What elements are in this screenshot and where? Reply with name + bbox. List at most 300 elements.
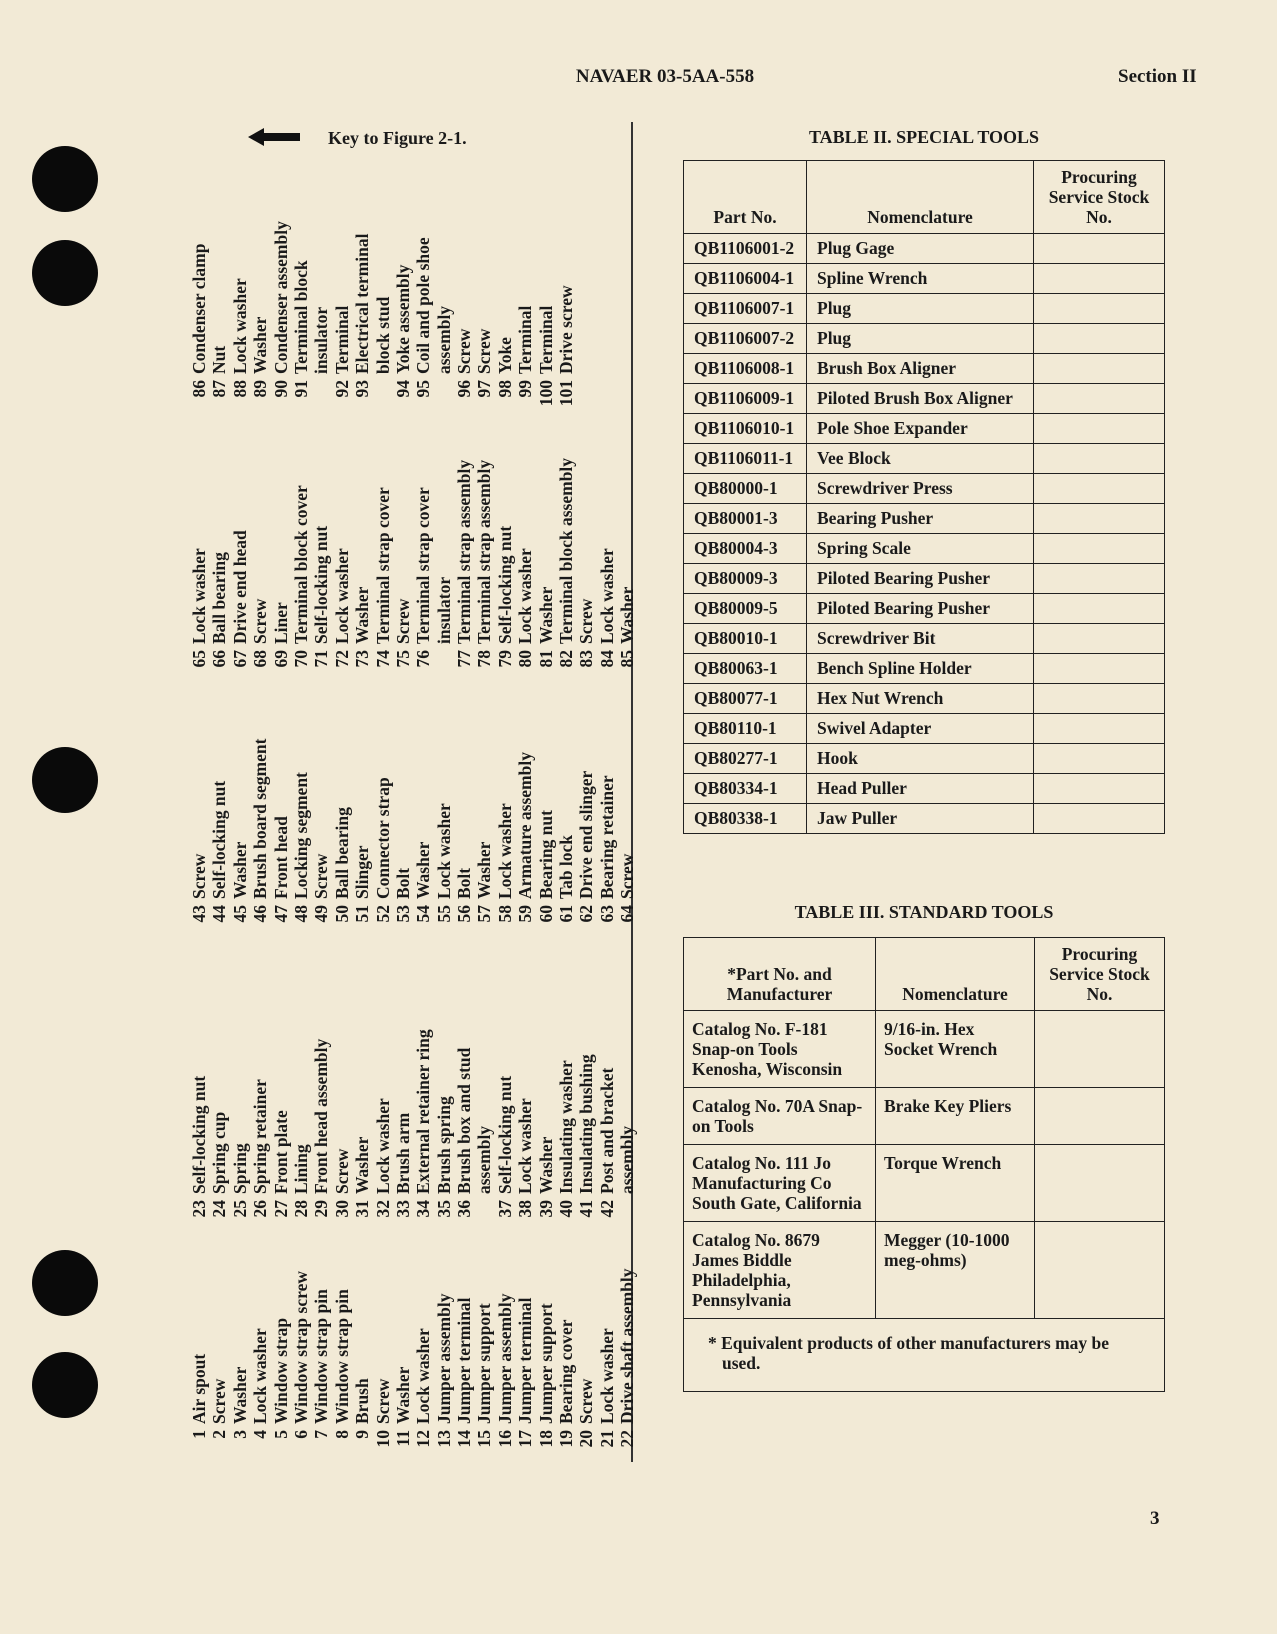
key-item-name: Lock washer bbox=[372, 1098, 393, 1194]
key-item-number: 41 bbox=[576, 1200, 597, 1218]
key-item-name: Brush bbox=[352, 1378, 373, 1424]
key-item-name: Drive end slinger bbox=[576, 770, 597, 899]
stock-number-cell bbox=[1034, 774, 1165, 804]
key-item bbox=[434, 739, 454, 935]
stock-number-cell bbox=[1034, 384, 1165, 414]
key-item-number: 75 bbox=[392, 650, 413, 668]
key-item-number: 53 bbox=[392, 905, 413, 923]
stock-number-cell bbox=[1034, 594, 1165, 624]
key-item bbox=[434, 1268, 454, 1460]
key-item bbox=[556, 221, 576, 410]
key-item-name: Tab lock bbox=[556, 834, 577, 899]
key-item bbox=[250, 1268, 270, 1460]
key-item-number: 23 bbox=[189, 1200, 209, 1218]
binder-hole bbox=[32, 146, 98, 212]
key-item bbox=[250, 739, 270, 935]
part-manufacturer-cell: Catalog No. 70A Snap-on Tools bbox=[684, 1088, 876, 1145]
nomenclature-cell: Plug bbox=[807, 324, 1034, 354]
part-number-cell: QB80077-1 bbox=[684, 684, 807, 714]
key-item-name: Brush box and stud bbox=[454, 1047, 475, 1194]
key-item bbox=[413, 739, 433, 935]
key-item bbox=[434, 221, 454, 410]
key-item-name: Post and bracket bbox=[596, 1067, 617, 1194]
key-item-name: Jumper terminal bbox=[454, 1297, 475, 1424]
key-item bbox=[373, 1268, 393, 1460]
key-item-name: Lock washer bbox=[413, 1328, 434, 1424]
nomenclature-cell: Torque Wrench bbox=[876, 1145, 1035, 1222]
key-item bbox=[576, 458, 596, 680]
key-item-name: Bolt bbox=[392, 867, 413, 899]
key-item-number: 85 bbox=[617, 650, 638, 668]
part-number-cell: QB80010-1 bbox=[684, 624, 807, 654]
key-item-number: 69 bbox=[270, 650, 291, 668]
key-item-number: 21 bbox=[596, 1430, 617, 1448]
nomenclature-cell: Brush Box Aligner bbox=[807, 354, 1034, 384]
key-item bbox=[209, 739, 229, 935]
stock-number-cell bbox=[1034, 414, 1165, 444]
document-number: NAVAER 03-5AA-558 bbox=[575, 66, 755, 87]
key-item-name: Insulating bushing bbox=[576, 1054, 597, 1194]
key-item bbox=[271, 1029, 291, 1230]
key-item-name: Yoke assembly bbox=[392, 264, 413, 374]
table-row bbox=[684, 444, 1165, 474]
part-number-cell: QB80110-1 bbox=[684, 714, 807, 744]
key-item-name: Terminal strap assembly bbox=[474, 459, 495, 644]
key-item-name: Armature assembly bbox=[515, 752, 536, 899]
key-item bbox=[311, 1268, 331, 1460]
key-item bbox=[250, 458, 270, 680]
key-item bbox=[576, 1268, 596, 1460]
part-number-cell: QB1106009-1 bbox=[684, 384, 807, 414]
key-item bbox=[209, 1268, 229, 1460]
key-item bbox=[495, 1029, 515, 1230]
table2-title: TABLE II. SPECIAL TOOLS bbox=[808, 127, 1040, 147]
key-column bbox=[189, 739, 638, 935]
key-item-name: Window strap pin bbox=[311, 1289, 332, 1424]
key-item bbox=[454, 739, 474, 935]
key-item bbox=[393, 739, 413, 935]
key-item-number: 86 bbox=[189, 380, 209, 398]
key-item-name: insulator bbox=[311, 306, 332, 374]
key-item-number: 28 bbox=[290, 1200, 311, 1218]
stock-number-cell bbox=[1034, 504, 1165, 534]
key-item bbox=[515, 1029, 535, 1230]
part-number-cell: QB1106011-1 bbox=[684, 444, 807, 474]
key-item-name: Screw bbox=[474, 328, 495, 374]
key-item bbox=[515, 1268, 535, 1460]
key-item-name: Air spout bbox=[189, 1353, 209, 1424]
key-item-number: 101 bbox=[556, 380, 577, 407]
key-item bbox=[617, 1029, 637, 1230]
key-item-number: 15 bbox=[474, 1430, 495, 1448]
key-item-name: Screw bbox=[576, 598, 597, 644]
key-item bbox=[576, 739, 596, 935]
section-label: Section II bbox=[1118, 66, 1197, 87]
key-item-name: Screw bbox=[576, 1378, 597, 1424]
key-item-name: Coil and pole shoe bbox=[413, 237, 434, 374]
key-item-number: 98 bbox=[494, 380, 515, 398]
key-item bbox=[515, 458, 535, 680]
part-number-cell: QB80338-1 bbox=[684, 804, 807, 834]
table-row bbox=[684, 714, 1165, 744]
key-item bbox=[250, 221, 270, 410]
key-item-name: Liner bbox=[270, 602, 291, 644]
key-item bbox=[373, 458, 393, 680]
nomenclature-cell: Vee Block bbox=[807, 444, 1034, 474]
nomenclature-cell: Hex Nut Wrench bbox=[807, 684, 1034, 714]
nomenclature-cell: Pole Shoe Expander bbox=[807, 414, 1034, 444]
key-item-name: Lock washer bbox=[515, 1098, 536, 1194]
stock-number-cell bbox=[1034, 654, 1165, 684]
key-item-number: 24 bbox=[209, 1200, 230, 1218]
key-item-number: 63 bbox=[596, 905, 617, 923]
key-item-number: 29 bbox=[311, 1200, 332, 1218]
key-item-number: 50 bbox=[331, 905, 352, 923]
key-item-number: 5 bbox=[270, 1430, 291, 1439]
key-item-name: Self-locking nut bbox=[311, 525, 332, 644]
key-item-name: Terminal bbox=[535, 305, 556, 374]
key-item bbox=[434, 458, 454, 680]
page-number: 3 bbox=[1150, 1508, 1160, 1529]
key-item-name: Lock washer bbox=[250, 1328, 271, 1424]
header-stock-no: Procuring Service Stock No. bbox=[1034, 161, 1165, 234]
key-item bbox=[597, 1029, 617, 1230]
key-item-name: Jumper assembly bbox=[433, 1293, 454, 1424]
key-item bbox=[617, 1268, 637, 1460]
key-item-number: 19 bbox=[556, 1430, 577, 1448]
key-item-name: Screw bbox=[454, 328, 475, 374]
stock-number-cell bbox=[1034, 534, 1165, 564]
key-item-name: Bearing nut bbox=[535, 810, 556, 899]
key-item bbox=[271, 221, 291, 410]
key-item-number: 2 bbox=[209, 1430, 230, 1439]
key-item-name: Screw bbox=[331, 1148, 352, 1194]
key-item-number: 67 bbox=[229, 650, 250, 668]
key-item-number: 40 bbox=[556, 1200, 577, 1218]
key-item-number: 99 bbox=[515, 380, 536, 398]
key-item bbox=[617, 458, 637, 680]
nomenclature-cell: Jaw Puller bbox=[807, 804, 1034, 834]
key-item-number: 52 bbox=[372, 905, 393, 923]
table-row bbox=[684, 594, 1165, 624]
key-item-number bbox=[434, 380, 454, 410]
key-item-number: 71 bbox=[311, 650, 332, 668]
key-item-name: Terminal strap cover bbox=[372, 487, 393, 644]
key-item-name: Brush board segment bbox=[250, 738, 271, 899]
key-item-number: 7 bbox=[311, 1430, 332, 1439]
part-number-cell: QB1106010-1 bbox=[684, 414, 807, 444]
key-item-number: 64 bbox=[617, 905, 638, 923]
key-item-name: Bolt bbox=[454, 867, 475, 899]
key-item-name: Washer bbox=[474, 841, 495, 899]
key-item bbox=[230, 1029, 250, 1230]
key-item-name: Lock washer bbox=[494, 803, 515, 899]
key-item-name: Lock washer bbox=[331, 548, 352, 644]
key-item-number: 80 bbox=[515, 650, 536, 668]
key-item-name: assembly bbox=[474, 1125, 495, 1194]
key-item-number: 6 bbox=[290, 1430, 311, 1439]
key-item-name: Ball bearing bbox=[209, 552, 230, 644]
key-item-name: Yoke bbox=[494, 337, 515, 374]
key-item-number: 38 bbox=[515, 1200, 536, 1218]
key-item bbox=[413, 458, 433, 680]
key-item-name: Insulating washer bbox=[556, 1060, 577, 1194]
key-item-number: 78 bbox=[474, 650, 495, 668]
key-item-number: 72 bbox=[331, 650, 352, 668]
key-item bbox=[474, 1029, 494, 1230]
key-item-number: 9 bbox=[352, 1430, 373, 1439]
stock-number-cell bbox=[1035, 1011, 1165, 1088]
key-item bbox=[271, 739, 291, 935]
key-item-name: Window strap screw bbox=[290, 1271, 311, 1424]
key-item bbox=[189, 739, 209, 935]
key-item bbox=[536, 458, 556, 680]
key-item bbox=[189, 1268, 209, 1460]
nomenclature-cell: Screwdriver Bit bbox=[807, 624, 1034, 654]
key-item-number: 44 bbox=[209, 905, 230, 923]
nomenclature-cell: Piloted Brush Box Aligner bbox=[807, 384, 1034, 414]
key-item bbox=[393, 1268, 413, 1460]
key-item-name: assembly bbox=[617, 1125, 638, 1194]
key-item-name: Screw bbox=[617, 853, 638, 899]
key-item bbox=[230, 739, 250, 935]
stock-number-cell bbox=[1034, 264, 1165, 294]
key-item-name: Lock washer bbox=[189, 548, 209, 644]
key-item-name: Screw bbox=[250, 598, 271, 644]
stock-number-cell bbox=[1034, 804, 1165, 834]
key-item bbox=[311, 221, 331, 410]
key-item-name: Self-locking nut bbox=[209, 780, 230, 899]
figure-key-list bbox=[165, 140, 638, 1460]
key-item-number: 88 bbox=[229, 380, 250, 398]
key-item-name: Washer bbox=[352, 1136, 373, 1194]
part-number-cell: QB80004-3 bbox=[684, 534, 807, 564]
key-item-number: 76 bbox=[413, 650, 434, 668]
standard-tools-table bbox=[683, 937, 1165, 1392]
key-item bbox=[495, 458, 515, 680]
stock-number-cell bbox=[1034, 474, 1165, 504]
key-item-name: Self-locking nut bbox=[189, 1075, 209, 1194]
key-item-number: 48 bbox=[290, 905, 311, 923]
key-item-name: Jumper support bbox=[535, 1303, 556, 1424]
key-item bbox=[474, 221, 494, 410]
key-item-name: Spring cup bbox=[209, 1111, 230, 1194]
key-item-name: Washer bbox=[229, 1366, 250, 1424]
key-item bbox=[617, 739, 637, 935]
key-item-number: 68 bbox=[250, 650, 271, 668]
key-item-number: 47 bbox=[270, 905, 291, 923]
stock-number-cell bbox=[1034, 234, 1165, 264]
key-item bbox=[515, 221, 535, 410]
stock-number-cell bbox=[1034, 744, 1165, 774]
nomenclature-cell: Head Puller bbox=[807, 774, 1034, 804]
key-item bbox=[311, 458, 331, 680]
key-item-number: 93 bbox=[352, 380, 373, 398]
table-row bbox=[684, 504, 1165, 534]
key-item-number: 26 bbox=[250, 1200, 271, 1218]
key-item bbox=[332, 1029, 352, 1230]
key-item-name: Jumper terminal bbox=[515, 1297, 536, 1424]
key-item-name: Screw bbox=[311, 853, 332, 899]
key-item-name: block stud bbox=[372, 296, 393, 374]
key-item bbox=[413, 1268, 433, 1460]
key-item-number: 97 bbox=[474, 380, 495, 398]
key-item-number bbox=[434, 650, 454, 680]
key-item-name: Electrical terminal bbox=[352, 233, 373, 374]
key-item bbox=[352, 739, 372, 935]
key-item-number: 18 bbox=[535, 1430, 556, 1448]
table-row bbox=[684, 654, 1165, 684]
table-row bbox=[684, 324, 1165, 354]
key-item bbox=[556, 1268, 576, 1460]
nomenclature-cell: Piloted Bearing Pusher bbox=[807, 594, 1034, 624]
table-row bbox=[684, 624, 1165, 654]
key-item-name: Ball bearing bbox=[331, 807, 352, 899]
key-item bbox=[393, 1029, 413, 1230]
key-item bbox=[556, 458, 576, 680]
table-row bbox=[684, 564, 1165, 594]
key-item bbox=[597, 1268, 617, 1460]
key-column bbox=[189, 458, 638, 680]
key-item-number: 58 bbox=[494, 905, 515, 923]
table-row bbox=[684, 264, 1165, 294]
key-item-number: 92 bbox=[331, 380, 352, 398]
key-column bbox=[189, 1029, 638, 1230]
key-item-number: 3 bbox=[229, 1430, 250, 1439]
key-item-number: 70 bbox=[290, 650, 311, 668]
stock-number-cell bbox=[1034, 294, 1165, 324]
key-item-name: Washer bbox=[392, 1366, 413, 1424]
key-item-name: External retainer ring bbox=[413, 1029, 434, 1194]
key-item-number: 34 bbox=[413, 1200, 434, 1218]
key-item-name: Lock washer bbox=[229, 278, 250, 374]
nomenclature-cell: Swivel Adapter bbox=[807, 714, 1034, 744]
nomenclature-cell: Plug Gage bbox=[807, 234, 1034, 264]
key-item-number: 36 bbox=[454, 1200, 475, 1218]
key-item-number: 65 bbox=[189, 650, 209, 668]
key-item bbox=[454, 1268, 474, 1460]
key-item-name: assembly bbox=[433, 305, 454, 374]
key-item bbox=[311, 1029, 331, 1230]
binder-hole bbox=[32, 240, 98, 306]
key-item-number bbox=[474, 1200, 494, 1230]
table-row bbox=[684, 234, 1165, 264]
key-item bbox=[230, 1268, 250, 1460]
table-row bbox=[684, 1088, 1165, 1145]
key-item-number: 17 bbox=[515, 1430, 536, 1448]
nomenclature-cell: Bench Spline Holder bbox=[807, 654, 1034, 684]
key-item-name: Washer bbox=[352, 586, 373, 644]
key-item-number: 95 bbox=[413, 380, 434, 398]
key-item-number bbox=[311, 380, 331, 410]
key-item-number: 66 bbox=[209, 650, 230, 668]
key-item-number: 77 bbox=[454, 650, 475, 668]
key-item-name: Condenser assembly bbox=[270, 221, 291, 374]
key-item-number: 25 bbox=[229, 1200, 250, 1218]
key-item-name: Jumper assembly bbox=[494, 1293, 515, 1424]
key-item-name: Washer bbox=[413, 841, 434, 899]
key-item-number: 49 bbox=[311, 905, 332, 923]
key-column bbox=[189, 221, 576, 410]
nomenclature-cell: Piloted Bearing Pusher bbox=[807, 564, 1034, 594]
key-item-name: Lock washer bbox=[596, 1328, 617, 1424]
key-item-name: Screw bbox=[372, 1378, 393, 1424]
part-number-cell: QB80334-1 bbox=[684, 774, 807, 804]
key-item bbox=[311, 739, 331, 935]
key-item-number: 11 bbox=[392, 1430, 413, 1447]
key-item-name: Terminal block assembly bbox=[556, 457, 577, 644]
key-item-name: Terminal block bbox=[290, 260, 311, 374]
key-item-name: Front plate bbox=[270, 1110, 291, 1194]
key-item-name: Jumper support bbox=[474, 1303, 495, 1424]
key-item-number: 16 bbox=[494, 1430, 515, 1448]
part-number-cell: QB1106001-2 bbox=[684, 234, 807, 264]
key-item-name: Lock washer bbox=[433, 803, 454, 899]
key-item-name: Washer bbox=[229, 841, 250, 899]
nomenclature-cell: Brake Key Pliers bbox=[876, 1088, 1035, 1145]
key-item-number: 37 bbox=[494, 1200, 515, 1218]
key-item-name: Locking segment bbox=[290, 772, 311, 899]
key-item bbox=[352, 1268, 372, 1460]
nomenclature-cell: Plug bbox=[807, 294, 1034, 324]
key-item-number: 33 bbox=[392, 1200, 413, 1218]
header-part-no-manufacturer: *Part No. and Manufacturer bbox=[684, 938, 876, 1011]
key-item-number bbox=[373, 380, 393, 410]
key-item-number: 20 bbox=[576, 1430, 597, 1448]
key-item bbox=[352, 458, 372, 680]
key-item-number: 22 bbox=[617, 1430, 638, 1448]
key-item bbox=[474, 739, 494, 935]
key-item-name: Brush arm bbox=[392, 1112, 413, 1194]
key-item-number: 94 bbox=[392, 380, 413, 398]
key-item-number: 81 bbox=[535, 650, 556, 668]
key-item bbox=[373, 1029, 393, 1230]
key-item bbox=[495, 221, 515, 410]
key-item-name: Screw bbox=[392, 598, 413, 644]
key-item-number: 1 bbox=[189, 1430, 209, 1439]
key-item bbox=[413, 221, 433, 410]
key-item-number: 30 bbox=[331, 1200, 352, 1218]
key-item-name: Self-locking nut bbox=[494, 1075, 515, 1194]
key-item bbox=[271, 458, 291, 680]
key-item bbox=[597, 458, 617, 680]
stock-number-cell bbox=[1034, 714, 1165, 744]
stock-number-cell bbox=[1034, 564, 1165, 594]
header-stock-no: Procuring Service Stock No. bbox=[1035, 938, 1165, 1011]
header-nomenclature: Nomenclature bbox=[876, 938, 1035, 1011]
key-item-name: Lock washer bbox=[515, 548, 536, 644]
key-item bbox=[209, 221, 229, 410]
key-item bbox=[189, 1029, 209, 1230]
key-item-number: 51 bbox=[352, 905, 373, 923]
table-row bbox=[684, 744, 1165, 774]
binder-hole bbox=[32, 747, 98, 813]
key-item-number: 56 bbox=[454, 905, 475, 923]
key-item-name: Self-locking nut bbox=[494, 525, 515, 644]
part-manufacturer-cell: Catalog No. F-181 Snap-on Tools Kenosha, Wisconsin bbox=[684, 1011, 876, 1088]
key-item-name: Brush spring bbox=[433, 1096, 454, 1194]
key-item bbox=[291, 1029, 311, 1230]
part-number-cell: QB1106007-1 bbox=[684, 294, 807, 324]
stock-number-cell bbox=[1035, 1145, 1165, 1222]
key-title: Key to Figure 2-1. bbox=[328, 128, 467, 148]
key-item bbox=[332, 458, 352, 680]
key-item-name: Connector strap bbox=[372, 777, 393, 899]
key-item-name: Condenser clamp bbox=[189, 243, 209, 374]
key-item-number: 91 bbox=[290, 380, 311, 398]
key-item bbox=[352, 1029, 372, 1230]
nomenclature-cell: Bearing Pusher bbox=[807, 504, 1034, 534]
